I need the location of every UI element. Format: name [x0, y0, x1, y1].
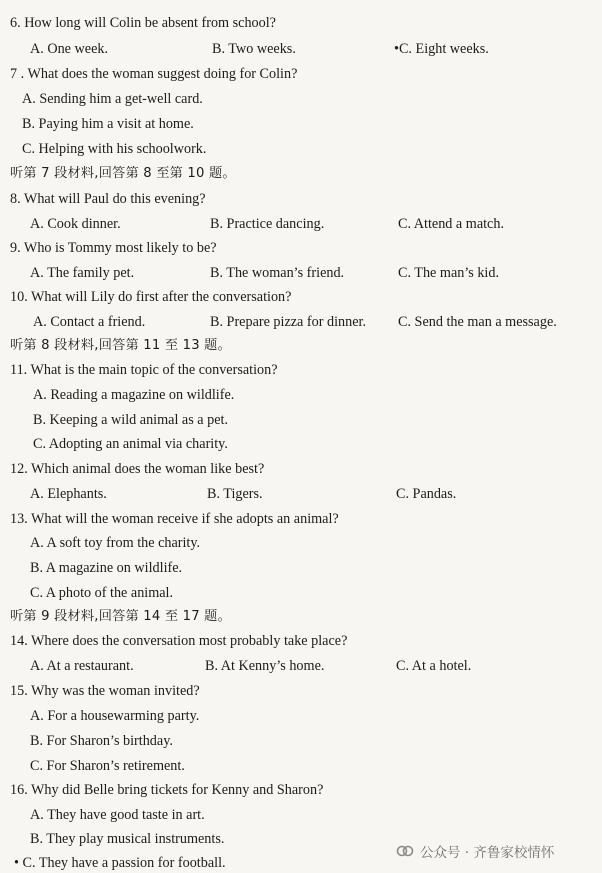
option-c: C. Attend a match. — [398, 216, 504, 232]
option-a: A. Elephants. — [30, 486, 107, 502]
question-9: 9. Who is Tommy most likely to be? — [10, 240, 217, 256]
option-b: B. Two weeks. — [212, 41, 296, 57]
option-c: C. At a hotel. — [396, 658, 472, 674]
option-b: B. Tigers. — [207, 486, 263, 502]
watermark-text: 公众号 · 齐鲁家校情怀 — [420, 845, 555, 861]
option-b: B. Practice dancing. — [210, 216, 325, 232]
wechat-official-account-icon — [396, 843, 414, 859]
option-a: A. Cook dinner. — [30, 216, 121, 232]
question-12: 12. Which animal does the woman like best? — [10, 461, 265, 477]
section-heading-8: 听第 8 段材料,回答第 11 至 13 题。 — [10, 338, 231, 353]
question-15: 15. Why was the woman invited? — [10, 683, 200, 699]
option-c: C. Send the man a message. — [398, 314, 557, 330]
question-16: 16. Why did Belle bring tickets for Kenny and Sharon? — [10, 782, 324, 798]
question-14: 14. Where does the conversation most probably take place? — [10, 633, 348, 649]
option-a: A. Contact a friend. — [33, 314, 146, 330]
option-b: B. Prepare pizza for dinner. — [210, 314, 366, 330]
section-heading-9: 听第 9 段材料,回答第 14 至 17 题。 — [10, 609, 231, 624]
option-a: A. One week. — [30, 41, 109, 57]
question-10: 10. What will Lily do first after the conversation? — [10, 289, 292, 305]
option-c: C. Pandas. — [396, 486, 457, 502]
question-8: 8. What will Paul do this evening? — [10, 191, 206, 207]
option-a: A. At a restaurant. — [30, 658, 134, 674]
question-6: 6. How long will Colin be absent from school? — [10, 15, 276, 31]
section-heading-7: 听第 7 段材料,回答第 8 至第 10 题。 — [10, 166, 236, 181]
exam-page: 6. How long will Colin be absent from school? A. One week. B. Two weeks. •C. Eight weeks. 7 . What does the woman suggest doing for Colin? A. Sending him a get-well card. B. Paying him a visit at home. C. Helping with his schoolwork. 听第 7 段材料,回答第 8 至第 10 题。 8. What will Paul do this evening? A. Cook dinner. B. Practice dancing. C. Attend a match. 9. Who is Tommy most likely to be? A. The family pet. B. The woman’s friend. C. The man’s kid. 10. What will Lily do first after the conversation? A. Contact a friend. B. Prepare pizza for dinner. C. Send the man a message. 听第 8 段材料,回答第 11 至 13 题。 11. What is the main topic of the conversation? A. Reading a magazine on wildlife. B. Keeping a wild animal as a pet. C. Adopting an animal via charity. 12. Which animal does the woman like best? A. Elephants. B. Tigers. C. Pandas. 13. What will the woman receive if she adopts an animal? A. A soft toy from the charity. B. A magazine on wildlife. C. A photo of the animal. 听第 9 段材料,回答第 14 至 17 题。 14. Where does the conversation most probably take place? A. At a restaurant. B. At Kenny’s home. C. At a hotel. 15. Why was the woman invited? A. For a housewarming party. B. For Sharon’s birthday. C. For Sharon’s retirement. 16. Why did Belle bring tickets for Kenny and Sharon? A. They have good taste in art. B. They play musical instruments. • C. They have a passion for football. 公众号 · 齐鲁家校情怀 — [0, 0, 602, 873]
option-c: C. The man’s kid. — [398, 265, 500, 281]
option-a: A. The family pet. — [30, 265, 135, 281]
question-11: 11. What is the main topic of the conversation? — [10, 362, 278, 378]
watermark — [392, 840, 558, 862]
question-7: 7 . What does the woman suggest doing for Colin? — [10, 66, 298, 82]
option-b: B. At Kenny’s home. — [205, 658, 325, 674]
question-13: 13. What will the woman receive if she adopts an animal? — [10, 511, 339, 527]
option-c: •C. Eight weeks. — [394, 41, 489, 57]
option-b: B. The woman’s friend. — [210, 265, 345, 281]
